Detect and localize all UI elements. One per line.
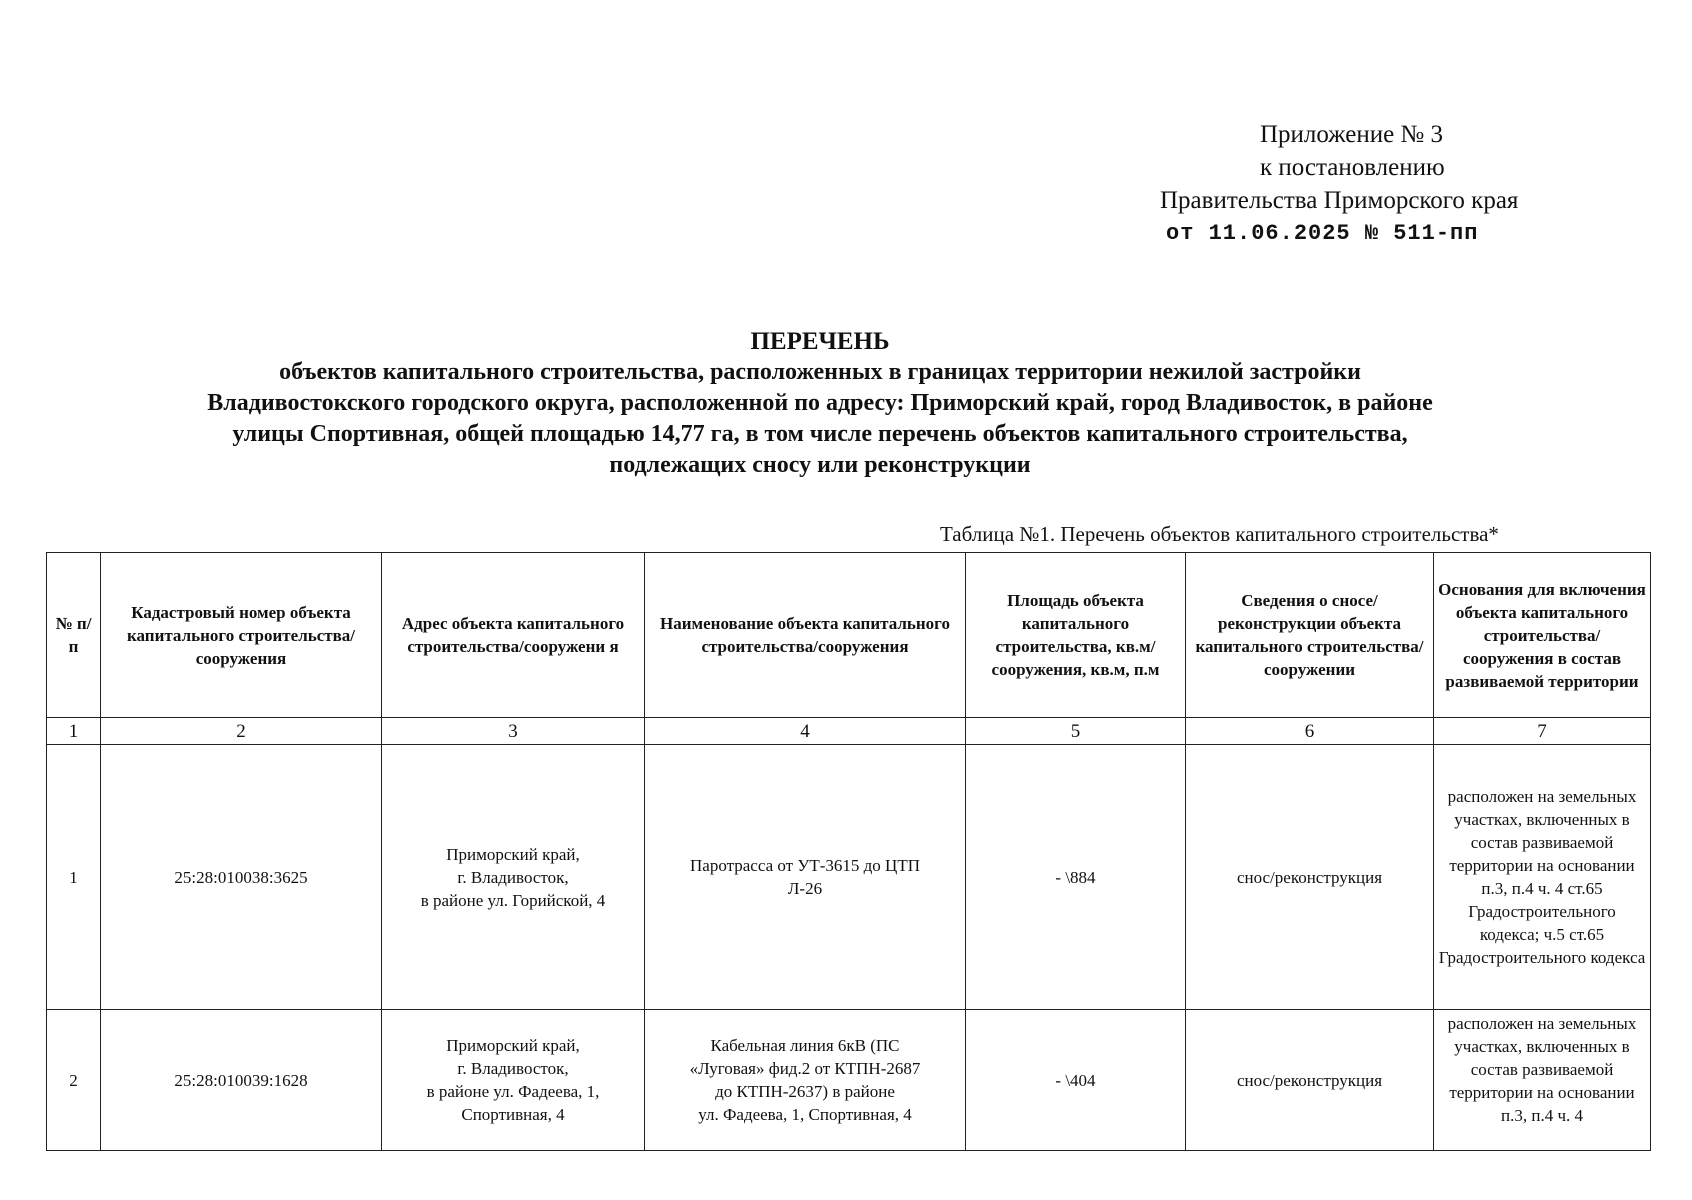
title-line-1: объектов капитального строительства, расположенных в границах территории нежилой застройки — [279, 359, 1361, 385]
appendix-number: Приложение № 3 — [1260, 121, 1444, 148]
header-number: № п/п — [47, 553, 101, 718]
header-basis: Основания для включения объекта капитального строительства/ сооружения в состав развиваемой территории — [1434, 553, 1651, 718]
object-name: Паротрасса от УТ-3615 до ЦТП Л-26 — [645, 745, 966, 1010]
title-line-3: улицы Спортивная, общей площадью 14,77 га, в том числе перечень объектов капитального строительства, — [232, 421, 1408, 447]
object-address: Приморский край, г. Владивосток, в районе ул. Фадеева, 1, Спортивная, 4 — [382, 1010, 645, 1151]
table-row — [47, 745, 1651, 1010]
column-number: 7 — [1434, 718, 1651, 745]
column-number: 5 — [966, 718, 1186, 745]
column-number-row — [47, 718, 1651, 745]
title-line-2: Владивостокского городского округа, расположенной по адресу: Приморский край, город Владивосток, в районе — [207, 390, 1433, 416]
table-header-row — [47, 553, 1651, 718]
cadastral-number: 25:28:010038:3625 — [101, 745, 382, 1010]
title-line-4: подлежащих сносу или реконструкции — [609, 452, 1031, 478]
objects-table — [46, 552, 1651, 1151]
table-row — [47, 1010, 1651, 1151]
row-number: 1 — [47, 745, 101, 1010]
document-title — [100, 326, 1540, 481]
object-area: - \884 — [966, 745, 1186, 1010]
column-number: 4 — [645, 718, 966, 745]
header-area: Площадь объекта капитального строительства, кв.м/сооружения, кв.м, п.м — [966, 553, 1186, 718]
header-cadastral: Кадастровый номер объекта капитального строительства/ сооружения — [101, 553, 382, 718]
header-name: Наименование объекта капитального строительства/сооружения — [645, 553, 966, 718]
column-number: 3 — [382, 718, 645, 745]
object-name: Кабельная линия 6кВ (ПС «Луговая» фид.2 от КТПН-2687 до КТПН-2637) в районе ул. Фадеева, 1, Спортивная, 4 — [645, 1010, 966, 1151]
demolition-status: снос/реконструкция — [1186, 1010, 1434, 1151]
table-caption: Таблица №1. Перечень объектов капитального строительства* — [940, 522, 1499, 546]
column-number: 6 — [1186, 718, 1434, 745]
inclusion-basis: расположен на земельных участках, включенных в состав развиваемой территории на основании п.3, п.4 ч. 4 ст.65 Градостроительного кодекса; ч.5 ст.65 Градостроительного кодекса — [1434, 745, 1651, 1010]
inclusion-basis: расположен на земельных участках, включенных в состав развиваемой территории на основании п.3, п.4 ч. 4 — [1434, 1010, 1651, 1151]
header-status: Сведения о сносе/ реконструкции объекта капитального строительства/ сооружении — [1186, 553, 1434, 718]
title-main: ПЕРЕЧЕНЬ — [750, 328, 890, 355]
column-number: 1 — [47, 718, 101, 745]
appendix-government: Правительства Приморского края — [1160, 187, 1519, 214]
demolition-status: снос/реконструкция — [1186, 745, 1434, 1010]
appendix-block — [1160, 118, 1540, 250]
appendix-date-number: от 11.06.2025 № 511-пп — [1166, 221, 1479, 246]
row-number: 2 — [47, 1010, 101, 1151]
column-number: 2 — [101, 718, 382, 745]
object-address: Приморский край, г. Владивосток, в районе ул. Горийской, 4 — [382, 745, 645, 1010]
cadastral-number: 25:28:010039:1628 — [101, 1010, 382, 1151]
header-address: Адрес объекта капитального строительства/сооружени я — [382, 553, 645, 718]
appendix-to-resolution: к постановлению — [1260, 154, 1445, 181]
object-area: - \404 — [966, 1010, 1186, 1151]
